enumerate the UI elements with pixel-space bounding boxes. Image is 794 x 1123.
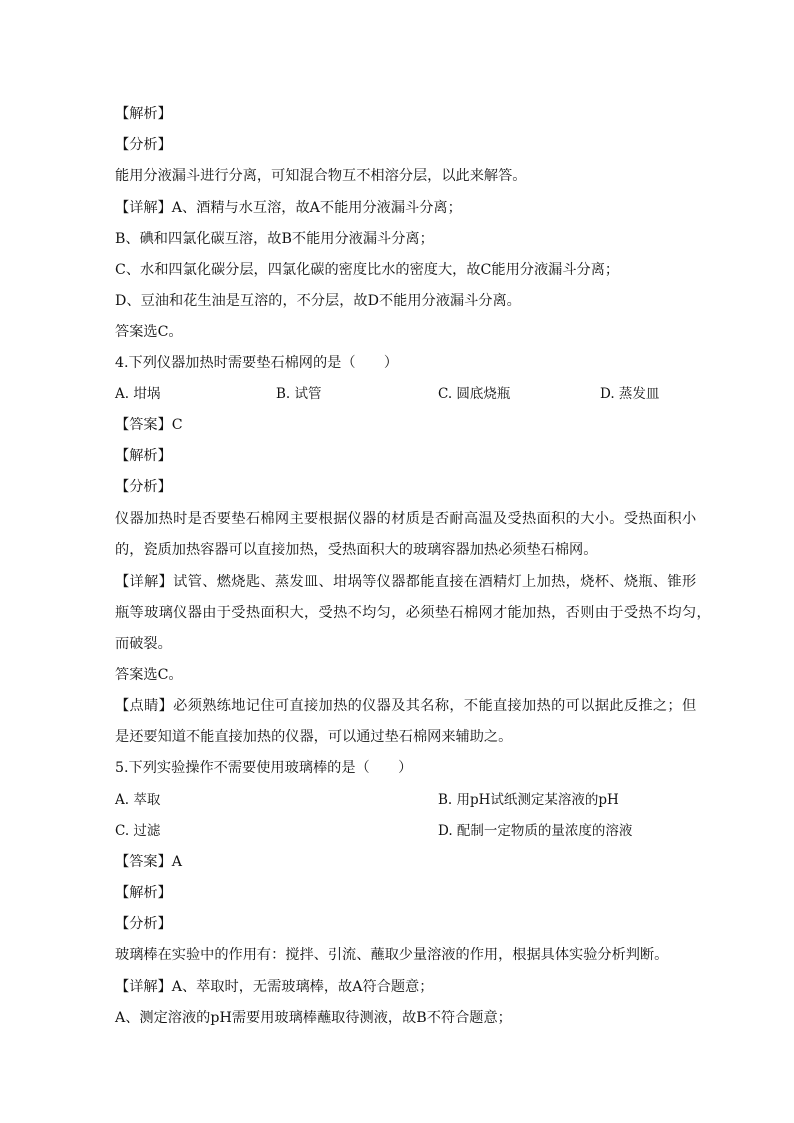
detail-d: D、豆油和花生油是互溶的，不分层，故D不能用分液漏斗分离。	[115, 293, 521, 309]
answer-conclusion: 答案选C。	[115, 667, 183, 683]
question-5: 5.下列实验操作不需要使用玻璃棒的是（ ）	[115, 760, 413, 776]
section-jiexi: 【解析】	[115, 106, 172, 122]
analysis-text: 玻璃棒在实验中的作用有：搅拌、引流、蘸取少量溶液的作用，根据具体实验分析判断。	[115, 947, 669, 963]
section-fenxi: 【分析】	[115, 137, 172, 153]
analysis-text: 能用分液漏斗进行分离，可知混合物互不相溶分层，以此来解答。	[115, 168, 527, 184]
q5-option-a: A. 萃取	[115, 792, 161, 808]
analysis-text: 的，瓷质加热容器可以直接加热，受热面积大的玻璃容器加热必须垫石棉网。	[115, 542, 598, 558]
section-fenxi: 【分析】	[115, 916, 172, 932]
detail-a: 【详解】A、酒精与水互溶，故A不能用分液漏斗分离；	[115, 200, 462, 216]
detail-text: 【详解】A、萃取时，无需玻璃棒，故A符合题意；	[115, 979, 434, 995]
q5-option-d: D. 配制一定物质的量浓度的溶液	[438, 823, 633, 839]
section-fenxi: 【分析】	[115, 479, 172, 495]
question-4: 4.下列仪器加热时需要垫石棉网的是（ ）	[115, 355, 399, 371]
q4-option-d: D. 蒸发皿	[600, 386, 660, 402]
q4-option-b: B. 试管	[276, 386, 322, 402]
section-jiexi: 【解析】	[115, 885, 172, 901]
detail-b: B、碘和四氯化碳互溶，故B不能用分液漏斗分离；	[115, 231, 434, 247]
q5-option-c: C. 过滤	[115, 823, 161, 839]
tip-text: 【点睛】必须熟练地记住可直接加热的仪器及其名称，不能直接加热的可以据此反推之；但	[115, 698, 697, 714]
tip-text: 是还要知道不能直接加热的仪器，可以通过垫石棉网来辅助之。	[115, 729, 513, 745]
analysis-text: 仪器加热时是否要垫石棉网主要根据仪器的材质是否耐高温及受热面积的大小。受热面积小	[115, 511, 697, 527]
q4-option-c: C. 圆底烧瓶	[438, 386, 511, 402]
q4-option-a: A. 坩埚	[115, 386, 161, 402]
detail-text: A、测定溶液的pH需要用玻璃棒蘸取待测液，故B不符合题意；	[115, 1010, 512, 1026]
q5-answer: 【答案】A	[115, 854, 182, 870]
detail-text: 瓶等玻璃仪器由于受热面积大，受热不均匀，必须垫石棉网才能加热，否则由于受热不均匀，	[115, 605, 712, 621]
q4-answer: 【答案】C	[115, 417, 183, 433]
answer-conclusion: 答案选C。	[115, 324, 183, 340]
detail-text: 而破裂。	[115, 636, 172, 652]
detail-text: 【详解】试管、燃烧匙、蒸发皿、坩埚等仪器都能直接在酒精灯上加热，烧杯、烧瓶、锥形	[115, 574, 697, 590]
section-jiexi: 【解析】	[115, 448, 172, 464]
q5-option-b: B. 用pH试纸测定某溶液的pH	[438, 792, 619, 808]
detail-c: C、水和四氯化碳分层，四氯化碳的密度比水的密度大，故C能用分液漏斗分离；	[115, 262, 620, 278]
